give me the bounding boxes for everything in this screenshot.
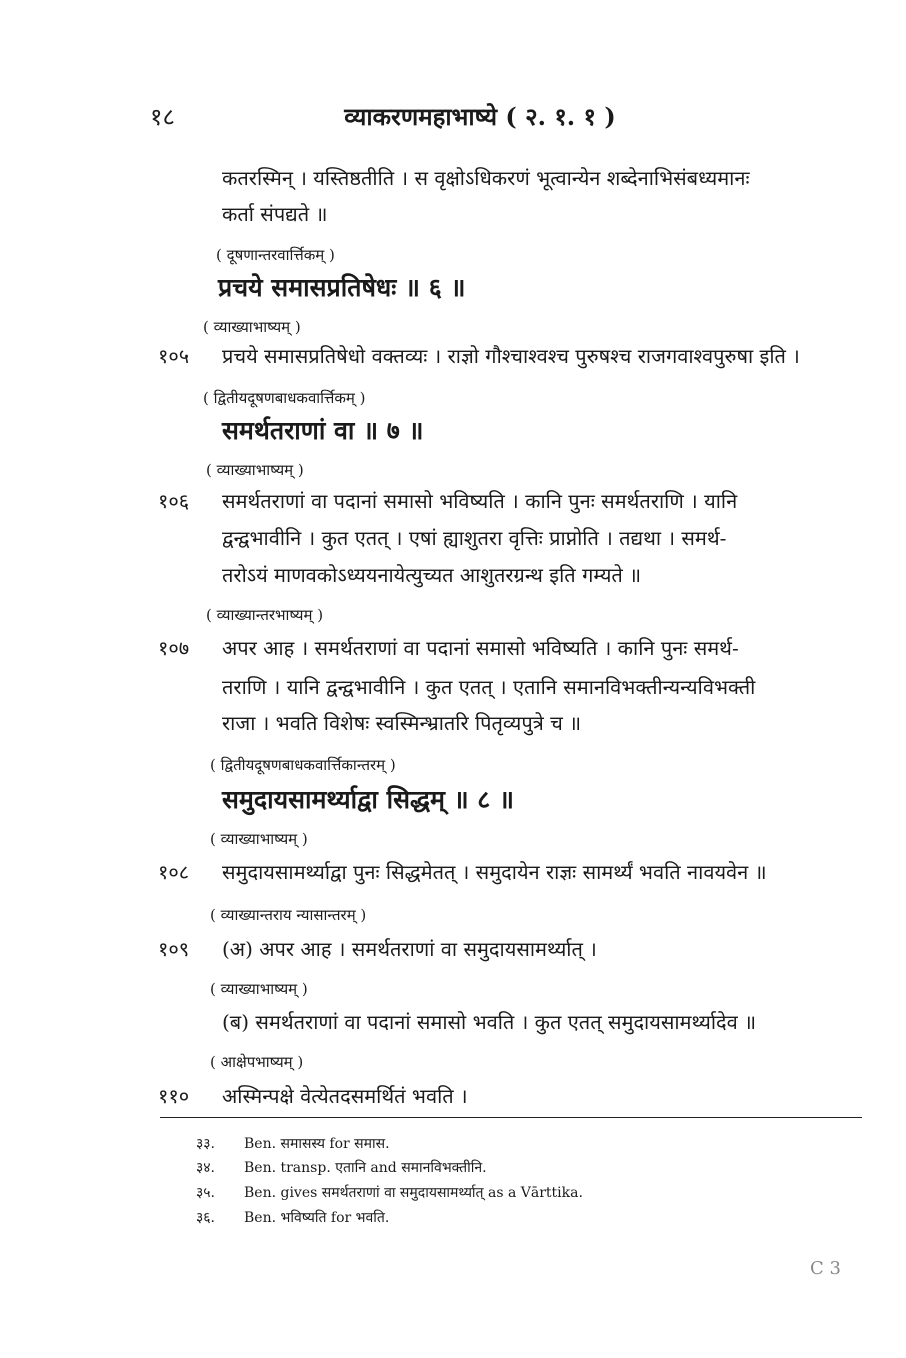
footnote [196, 1133, 390, 1155]
footnote-divider [160, 1117, 862, 1118]
vartika-line: समुदायसामर्थ्याद्वा सिद्धम् ॥ ८ ॥ [222, 785, 514, 814]
footnote [196, 1207, 389, 1229]
footnote-number: ३४. [196, 1160, 216, 1176]
section-label: ( व्याख्याभाष्यम् ) [210, 830, 308, 848]
text-line: समर्थतराणां वा पदानां समासो भविष्यति । कानि पुनः समर्थतराणि । यानि [222, 489, 738, 513]
text-line: समुदायसामर्थ्याद्वा पुनः सिद्धमेतत् । समुदायेन राज्ञः सामर्थ्यं भवति नावयवेन ॥ [222, 860, 767, 884]
paragraph-number: १०५ [158, 344, 190, 368]
running-title: व्याकरणमहाभाष्ये ( २. १. १ ) [344, 102, 616, 131]
section-label: ( दूषणान्तरवार्त्तिकम् ) [216, 246, 335, 264]
text-line: अस्मिन्पक्षे वेत्येतदसमर्थितं भवति । [222, 1084, 468, 1108]
section-label: ( व्याख्याभाष्यम् ) [203, 318, 301, 336]
vartika-line: प्रचये समासप्रतिषेधः ॥ ६ ॥ [218, 273, 466, 302]
text-line: तरोऽयं माणवकोऽध्ययनायेत्युच्यत आशुतरग्रन्थ इति गम्यते ॥ [222, 563, 642, 587]
footnote-number: ३३. [196, 1136, 216, 1152]
paragraph-number: १०६ [158, 489, 190, 513]
footnote-text: Ben. transp. एतानि and समानविभक्तीनि. [244, 1160, 487, 1176]
footnote [196, 1157, 487, 1179]
section-label: ( द्वितीयदूषणबाधकवार्त्तिकम् ) [203, 389, 366, 407]
section-label: ( आक्षेपभाष्यम् ) [210, 1053, 304, 1071]
paragraph-number: १०७ [158, 636, 190, 660]
text-line: प्रचये समासप्रतिषेधो वक्तव्यः । राज्ञो गौश्चाश्वश्च पुरुषश्च राजगवाश्वपुरुषा इति । [222, 344, 800, 368]
text-line: तराणि । यानि द्वन्द्वभावीनि । कुत एतत् । एतानि समानविभक्तीन्यन्यविभक्ती [222, 675, 756, 699]
section-label: ( व्याख्यान्तराय न्यासान्तरम् ) [210, 906, 367, 924]
section-label: ( व्याख्याभाष्यम् ) [210, 980, 308, 998]
footnote-text: Ben. gives समर्थतराणां वा समुदायसामर्थ्यात् as a Vārttika. [244, 1185, 583, 1201]
text-line: कर्ता संपद्यते ॥ [222, 202, 328, 226]
text-line: अपर आह । समर्थतराणां वा पदानां समासो भविष्यति । कानि पुनः समर्थ- [222, 636, 739, 660]
text-line: कतरस्मिन् । यस्तिष्ठतीति । स वृक्षोऽधिकरणं भूत्वान्येन शब्देनाभिसंबध्यमानः [222, 166, 750, 190]
page-header [150, 100, 810, 140]
text-line: (अ) अपर आह । समर्थतराणां वा समुदायसामर्थ्यात् । [222, 937, 597, 961]
text-line: (ब) समर्थतराणां वा पदानां समासो भवति । कुत एतत् समुदायसामर्थ्यादेव ॥ [222, 1010, 757, 1034]
text-line: द्वन्द्वभावीनि । कुत एतत् । एषां ह्याशुतरा वृत्तिः प्राप्नोति । तद्यथा । समर्थ- [222, 526, 727, 550]
text-line: राजा । भवति विशेषः स्वस्मिन्भ्रातरि पितृव्यपुत्रे च ॥ [222, 711, 582, 735]
footnote-text: Ben. समासस्य for समास. [244, 1136, 390, 1152]
vartika-line: समर्थतराणां वा ॥ ७ ॥ [222, 416, 424, 445]
footnote [196, 1182, 583, 1204]
paragraph-number: १०८ [158, 860, 190, 884]
library-stamp: C 3 [810, 1258, 841, 1279]
section-label: ( द्वितीयदूषणबाधकवार्त्तिकान्तरम् ) [210, 756, 396, 774]
section-label: ( व्याख्यान्तरभाष्यम् ) [206, 606, 324, 624]
footnote-text: Ben. भविष्यति for भवति. [244, 1210, 390, 1226]
paragraph-number: ११० [158, 1084, 190, 1108]
footnote-number: ३५. [196, 1185, 216, 1201]
section-label: ( व्याख्याभाष्यम् ) [206, 461, 304, 479]
page-number: १८ [150, 103, 175, 131]
footnote-number: ३६. [196, 1210, 216, 1226]
paragraph-number: १०९ [158, 937, 190, 961]
